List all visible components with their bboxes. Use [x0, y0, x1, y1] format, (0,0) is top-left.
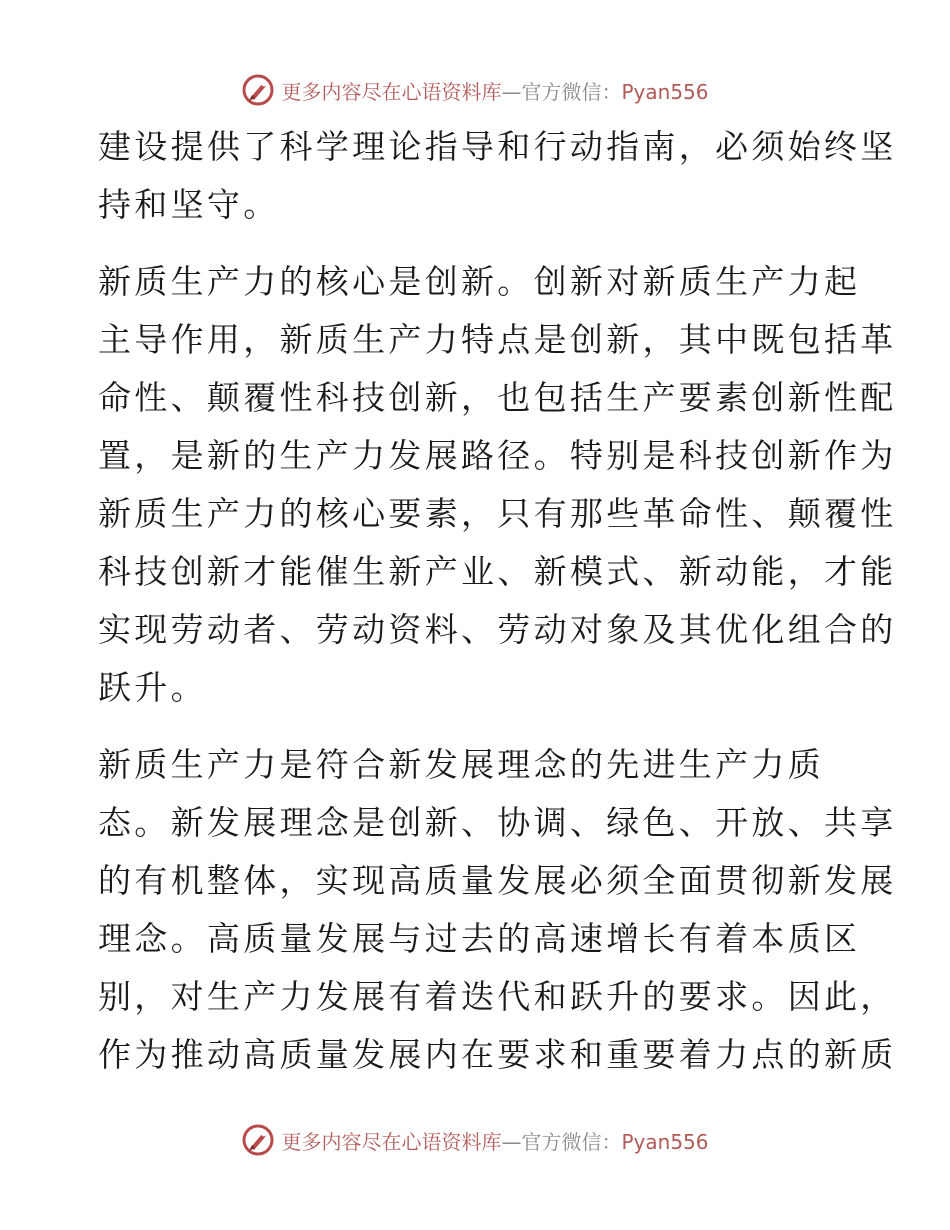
- text-line: 实现劳动者、劳动资料、劳动对象及其优化组合的: [98, 610, 897, 649]
- footer-brand-text: 更多内容尽在心语资料库: [281, 1129, 502, 1154]
- text-line: 命性、颠覆性科技创新，也包括生产要素创新性配: [98, 378, 897, 417]
- text-line: 科技创新才能催生新产业、新模式、新动能，才能: [98, 552, 897, 591]
- paragraph-spacer: [98, 234, 858, 253]
- document-body: [98, 118, 897, 1084]
- text-line: 新质生产力的核心是创新。创新对新质生产力起: [98, 262, 861, 301]
- footer-wechat-label: 官方微信：: [521, 1129, 622, 1154]
- text-line: 新质生产力的核心要素，只有那些革命性、颠覆性: [98, 494, 897, 533]
- header-watermark-inner: [241, 73, 708, 107]
- text-line: 建设提供了科学理论指导和行动指南，必须始终坚: [98, 127, 897, 166]
- header-watermark-text: [281, 76, 708, 105]
- footer-watermark: [0, 1120, 950, 1160]
- pen-nib-logo-icon: [241, 1123, 275, 1157]
- paragraph-1: [98, 118, 897, 234]
- text-line: 跃升。: [98, 668, 207, 707]
- text-line: 作为推动高质量发展内在要求和重要着力点的新质: [98, 1035, 897, 1074]
- text-line: 理念。高质量发展与过去的高速增长有着本质区: [98, 919, 861, 958]
- footer-wechat-id: Pyan556: [621, 1129, 709, 1154]
- text-line: 持和坚守。: [98, 185, 280, 224]
- paragraph-2: [98, 253, 897, 717]
- header-brand-text: 更多内容尽在心语资料库: [281, 79, 502, 104]
- header-dash: —: [501, 79, 522, 104]
- text-line: 的有机整体，实现高质量发展必须全面贯彻新发展: [98, 861, 897, 900]
- header-watermark: [0, 70, 950, 110]
- paragraph-spacer: [98, 717, 858, 736]
- text-line: 态。新发展理念是创新、协调、绿色、开放、共享: [98, 803, 897, 842]
- text-line: 置，是新的生产力发展路径。特别是科技创新作为: [98, 436, 897, 475]
- footer-watermark-text: [281, 1126, 708, 1155]
- footer-dash: —: [501, 1129, 522, 1154]
- text-line: 新质生产力是符合新发展理念的先进生产力质: [98, 745, 824, 784]
- pen-nib-logo-icon: [241, 73, 275, 107]
- header-wechat-label: 官方微信：: [521, 79, 622, 104]
- header-wechat-id: Pyan556: [621, 79, 709, 104]
- paragraph-3: [98, 736, 897, 1084]
- text-line: 主导作用，新质生产力特点是创新，其中既包括革: [98, 320, 897, 359]
- footer-watermark-inner: [241, 1123, 708, 1157]
- text-line: 别，对生产力发展有着迭代和跃升的要求。因此，: [98, 977, 897, 1016]
